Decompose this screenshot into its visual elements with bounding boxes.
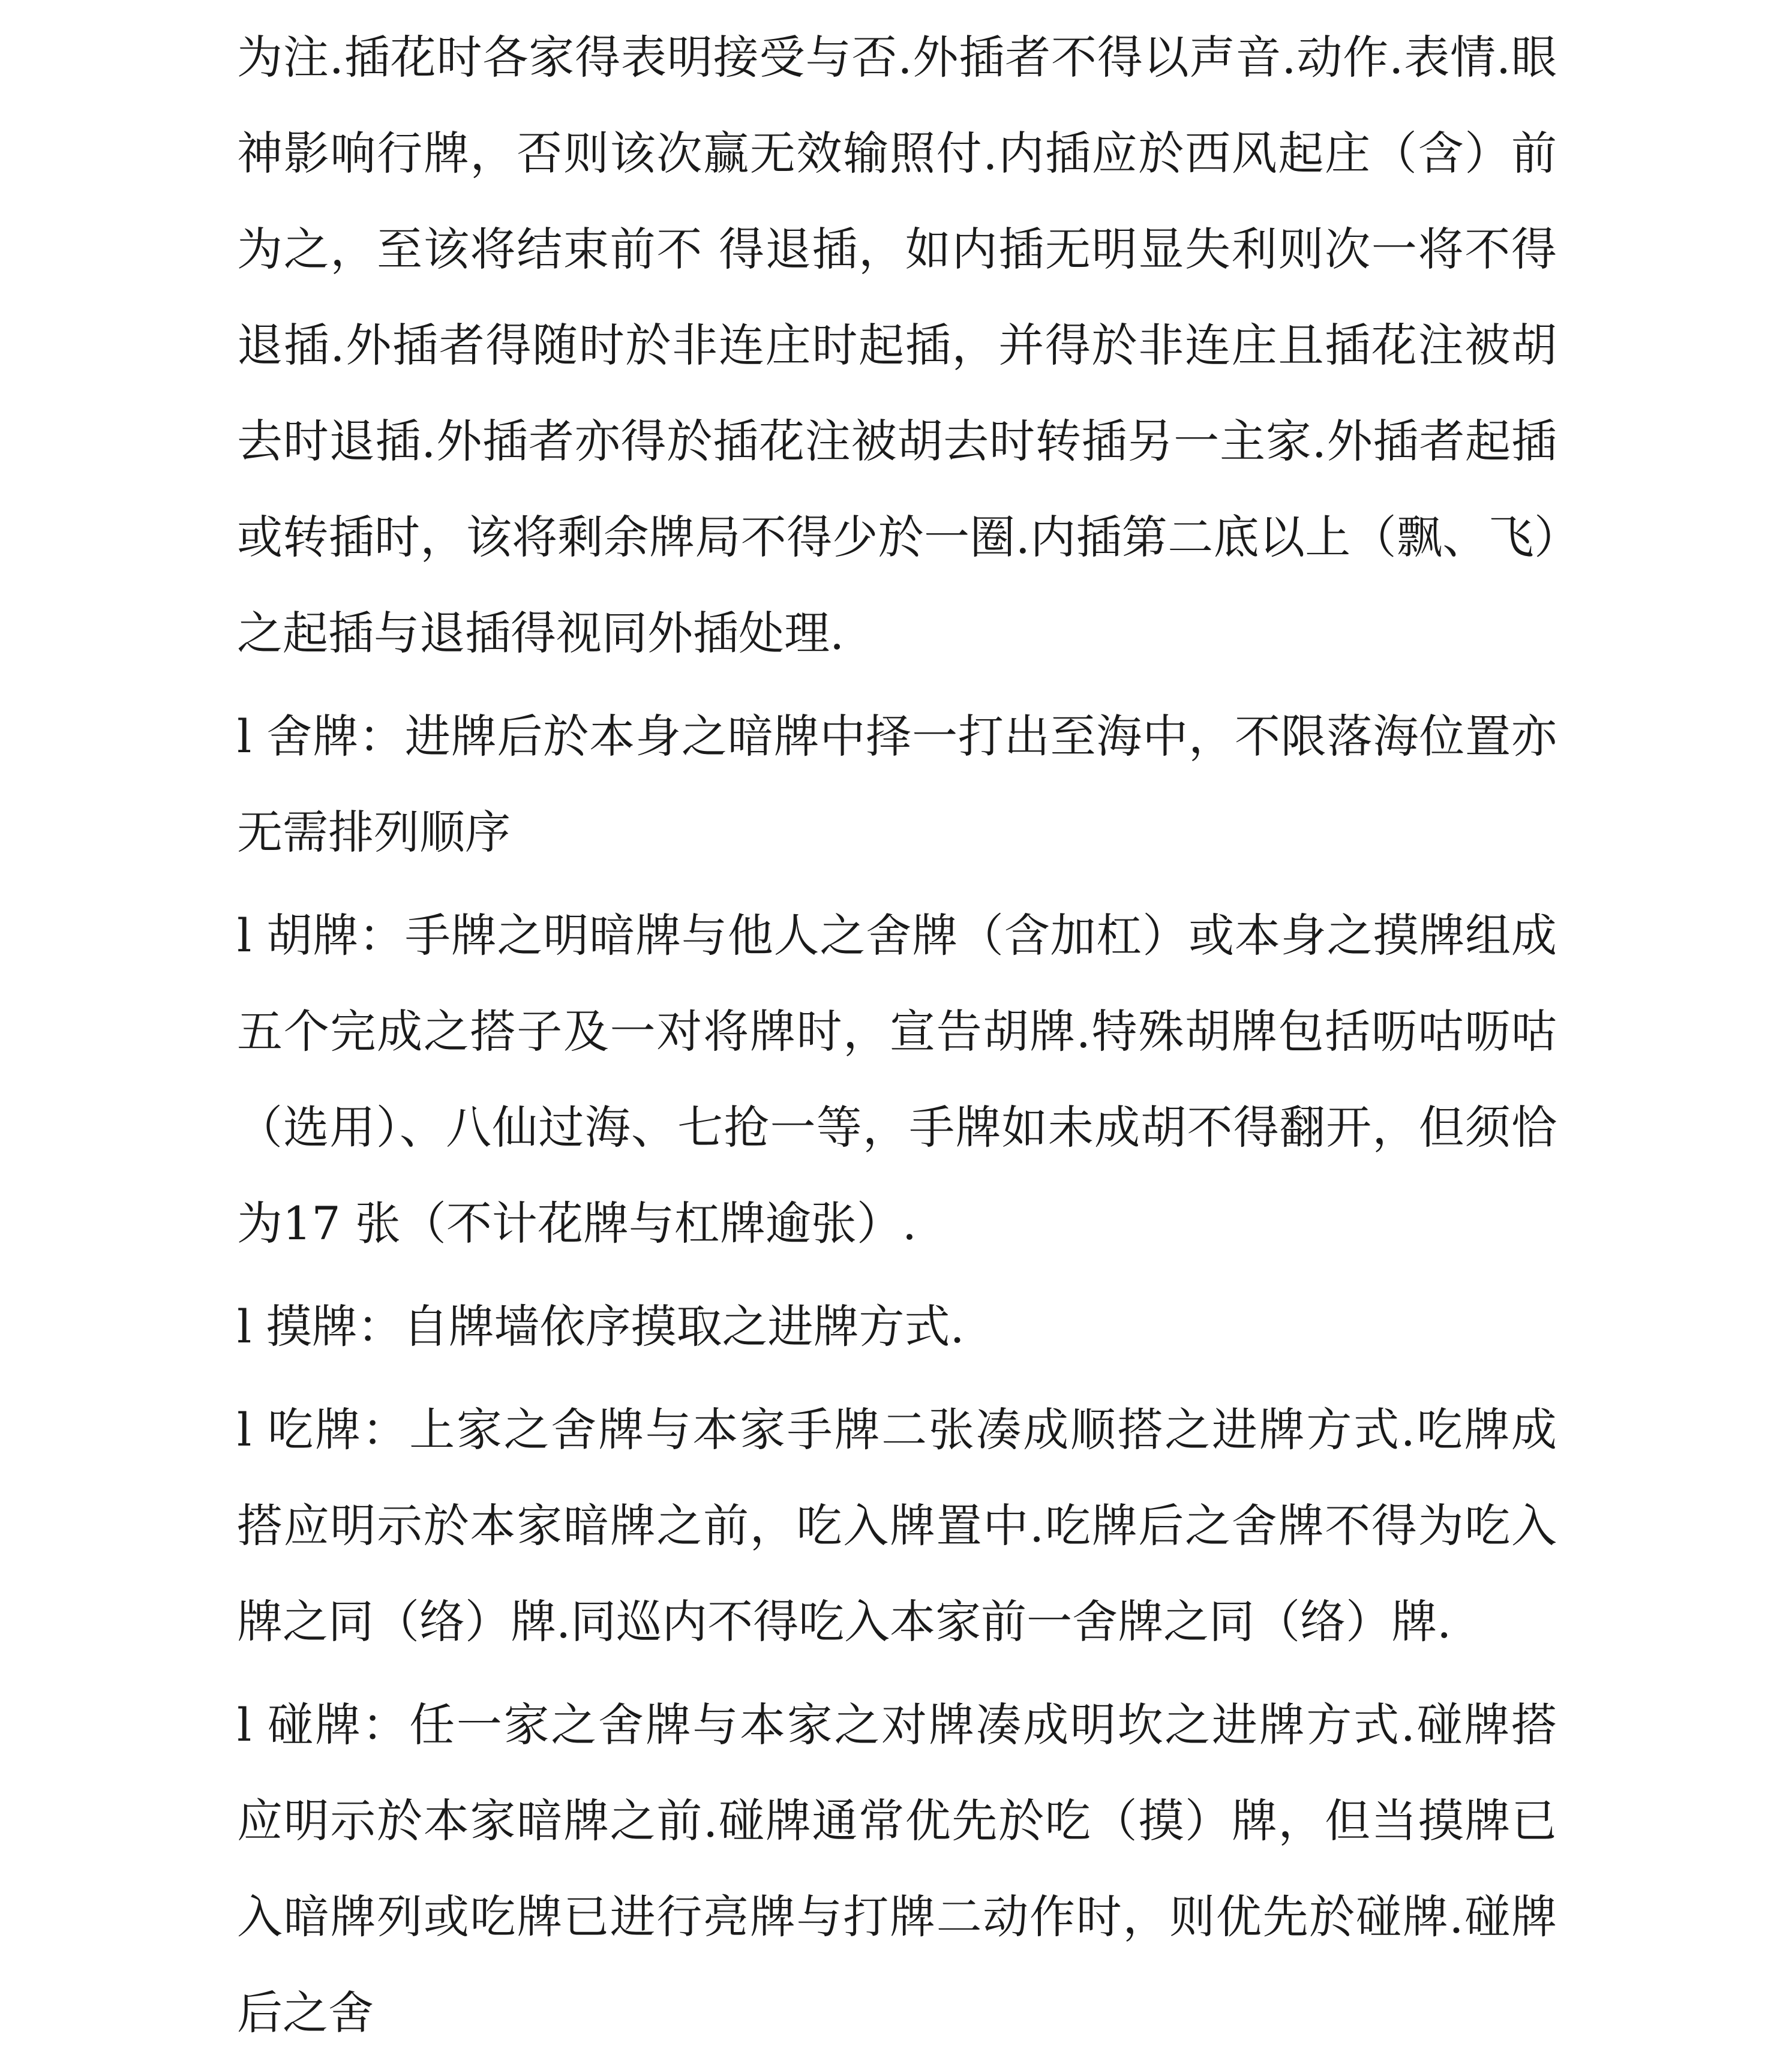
paragraph-draw: l 摸牌：自牌墙依序摸取之进牌方式. — [237, 1300, 965, 1353]
paragraph-winning-hand: l 胡牌：手牌之明暗牌与他人之舍牌（含加杠）或本身之摸牌组成五个完成之搭子及一对将牌时，宣告胡牌.特殊胡牌包括呖咕呖咕（选用）、八仙过海、七抢一等，手牌如未成胡不得翻开，但须恰为17 张（不计花牌与杠牌逾张）. — [237, 909, 1557, 1250]
paragraph-pung: l 碰牌：任一家之舍牌与本家之对牌凑成明坎之进牌方式.碰牌搭应明示於本家暗牌之前.碰牌通常优先於吃（摸）牌，但当摸牌已入暗牌列或吃牌已进行亮牌与打牌二动作时，则优先於碰牌.碰牌后之舍 — [237, 1698, 1557, 2039]
paragraph-discard: l 舍牌：进牌后於本身之暗牌中择一打出至海中，不限落海位置亦无需排列顺序 — [237, 710, 1557, 859]
paragraph-insert-bet-rules: 为注.插花时各家得表明接受与否.外插者不得以声音.动作.表情.眼神影响行牌，否则该次赢无效输照付.内插应於西风起庄（含）前为之，至该将结束前不 得退插，如内插无明显失利则次一将不得退插.外插者得随时於非连庄时起插，并得於非连庄且插花注被胡去时退插.外插者亦得於插花注被胡去时转插另一主家.外插者起插或转插时，该将剩余牌局不得少於一圈.内插第二底以上（飘、飞）之起插与退插得视同外插处理. — [237, 31, 1557, 660]
paragraph-chow: l 吃牌：上家之舍牌与本家手牌二张凑成顺搭之进牌方式.吃牌成搭应明示於本家暗牌之前，吃入牌置中.吃牌后之舍牌不得为吃入牌之同（络）牌.同巡内不得吃入本家前一舍牌之同（络）牌. — [237, 1403, 1557, 1648]
document-page — [237, 0, 1557, 2039]
